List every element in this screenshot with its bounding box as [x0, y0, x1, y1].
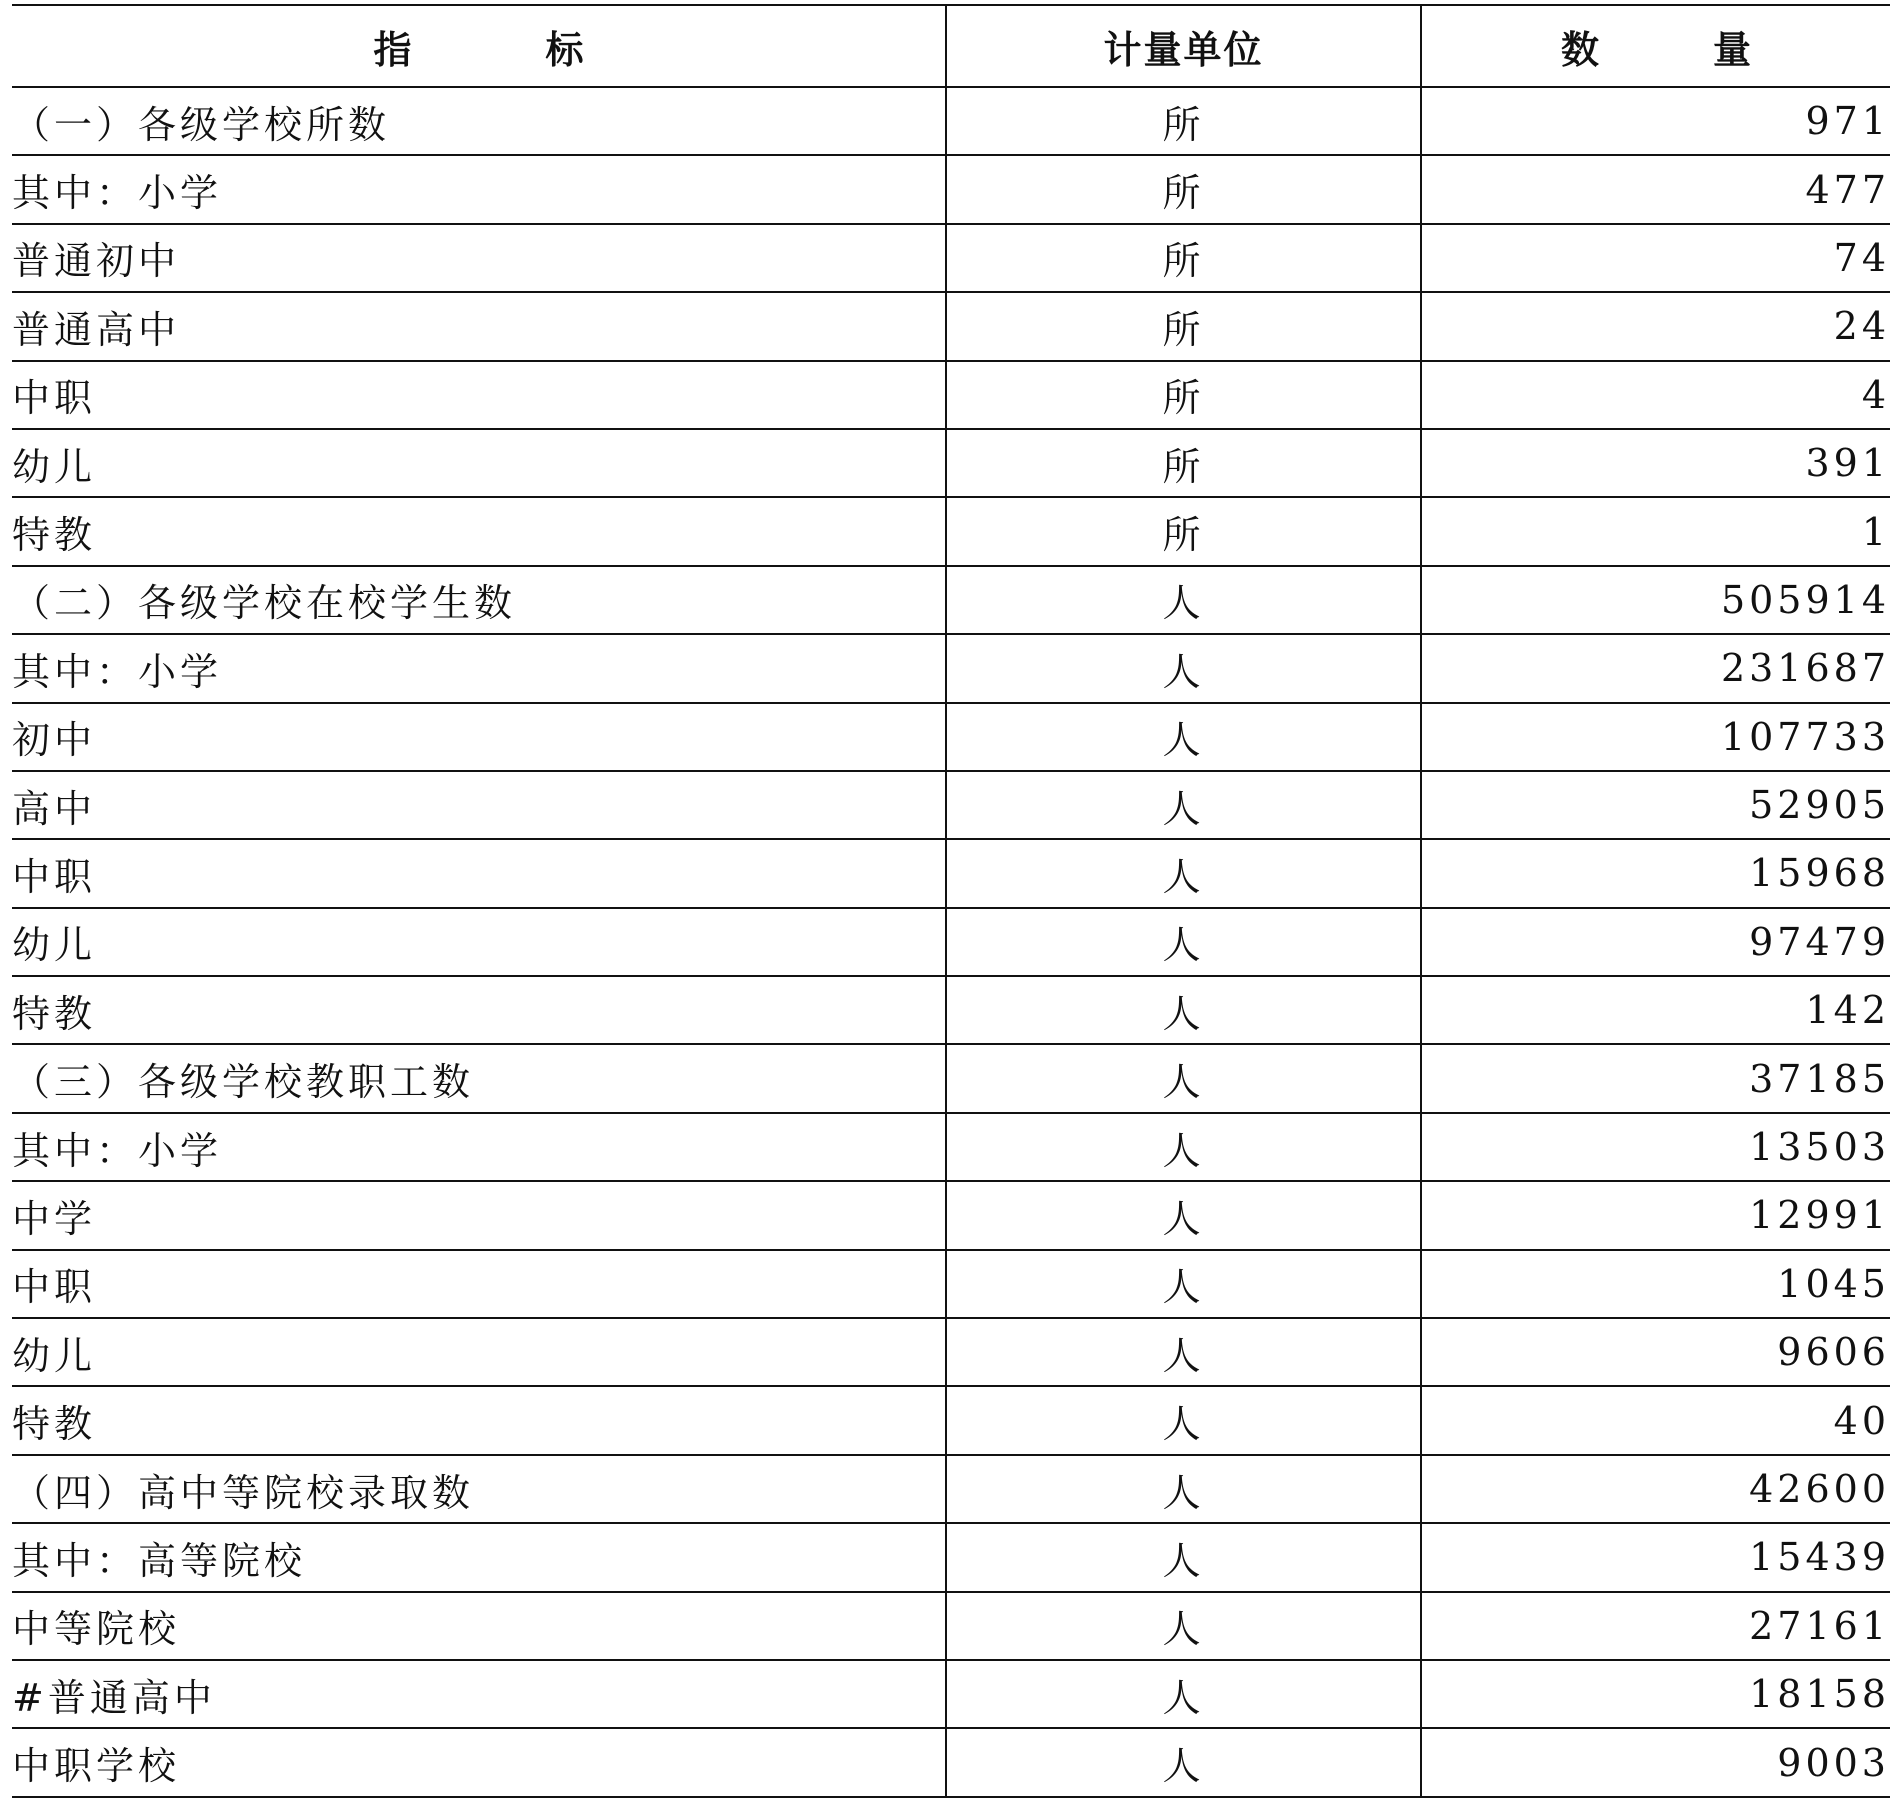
- table-row: [12, 1592, 1890, 1660]
- indicator-cell: 特教: [12, 497, 946, 565]
- table-row: [12, 87, 1890, 155]
- unit-cell: 人: [946, 1660, 1421, 1728]
- table-row: [12, 908, 1890, 976]
- quantity-cell: 971: [1421, 87, 1890, 155]
- indicator-cell: （一）各级学校所数: [12, 87, 946, 155]
- unit-cell: 人: [946, 703, 1421, 771]
- unit-cell: 人: [946, 771, 1421, 839]
- indicator-cell: 中职: [12, 361, 946, 429]
- unit-cell: 所: [946, 87, 1421, 155]
- indicator-cell: 特教: [12, 976, 946, 1044]
- indicator-cell: （四）高中等院校录取数: [12, 1455, 946, 1523]
- unit-cell: 人: [946, 1523, 1421, 1591]
- unit-cell: 人: [946, 566, 1421, 634]
- quantity-cell: 37185: [1421, 1044, 1890, 1112]
- quantity-cell: 40: [1421, 1386, 1890, 1454]
- table-row: [12, 1318, 1890, 1386]
- quantity-cell: 52905: [1421, 771, 1890, 839]
- table-row: [12, 361, 1890, 429]
- header-indicator: 指 标: [12, 5, 946, 87]
- quantity-cell: 27161: [1421, 1592, 1890, 1660]
- indicator-cell: 中学: [12, 1181, 946, 1249]
- quantity-cell: 4: [1421, 361, 1890, 429]
- indicator-cell: 中职: [12, 1250, 946, 1318]
- unit-cell: 所: [946, 429, 1421, 497]
- indicator-cell: 高中: [12, 771, 946, 839]
- quantity-cell: 9606: [1421, 1318, 1890, 1386]
- table-row: [12, 497, 1890, 565]
- unit-cell: 人: [946, 1044, 1421, 1112]
- table-row: [12, 1455, 1890, 1523]
- table-row: [12, 1728, 1890, 1796]
- indicator-cell: 中职: [12, 839, 946, 907]
- indicator-cell: （三）各级学校教职工数: [12, 1044, 946, 1112]
- quantity-cell: 107733: [1421, 703, 1890, 771]
- unit-cell: 所: [946, 361, 1421, 429]
- unit-cell: 人: [946, 976, 1421, 1044]
- unit-cell: 人: [946, 1113, 1421, 1181]
- education-statistics-table: [12, 4, 1890, 1798]
- quantity-cell: 18158: [1421, 1660, 1890, 1728]
- indicator-cell: 幼儿: [12, 429, 946, 497]
- indicator-cell: 普通初中: [12, 224, 946, 292]
- indicator-cell: 其中：高等院校: [12, 1523, 946, 1591]
- quantity-cell: 505914: [1421, 566, 1890, 634]
- table-row: [12, 771, 1890, 839]
- indicator-cell: 特教: [12, 1386, 946, 1454]
- quantity-cell: 74: [1421, 224, 1890, 292]
- table-row: [12, 155, 1890, 223]
- table-header-row: [12, 5, 1890, 87]
- indicator-cell: 其中：小学: [12, 634, 946, 702]
- indicator-cell: #普通高中: [12, 1660, 946, 1728]
- unit-cell: 所: [946, 224, 1421, 292]
- unit-cell: 人: [946, 1455, 1421, 1523]
- quantity-cell: 15439: [1421, 1523, 1890, 1591]
- unit-cell: 所: [946, 155, 1421, 223]
- header-quantity: 数 量: [1421, 5, 1890, 87]
- unit-cell: 人: [946, 1250, 1421, 1318]
- quantity-cell: 142: [1421, 976, 1890, 1044]
- quantity-cell: 477: [1421, 155, 1890, 223]
- quantity-cell: 1045: [1421, 1250, 1890, 1318]
- quantity-cell: 231687: [1421, 634, 1890, 702]
- table-row: [12, 1523, 1890, 1591]
- unit-cell: 所: [946, 292, 1421, 360]
- unit-cell: 人: [946, 908, 1421, 976]
- table-row: [12, 429, 1890, 497]
- table-row: [12, 1113, 1890, 1181]
- unit-cell: 人: [946, 1181, 1421, 1249]
- table-row: [12, 976, 1890, 1044]
- quantity-cell: 13503: [1421, 1113, 1890, 1181]
- unit-cell: 所: [946, 497, 1421, 565]
- indicator-cell: 普通高中: [12, 292, 946, 360]
- indicator-cell: 其中：小学: [12, 1113, 946, 1181]
- header-unit: 计量单位: [946, 5, 1421, 87]
- quantity-cell: 24: [1421, 292, 1890, 360]
- quantity-cell: 97479: [1421, 908, 1890, 976]
- indicator-cell: 初中: [12, 703, 946, 771]
- unit-cell: 人: [946, 634, 1421, 702]
- quantity-cell: 12991: [1421, 1181, 1890, 1249]
- table-row: [12, 566, 1890, 634]
- unit-cell: 人: [946, 839, 1421, 907]
- table-row: [12, 1181, 1890, 1249]
- table-row: [12, 1386, 1890, 1454]
- table-row: [12, 1044, 1890, 1112]
- table-row: [12, 1250, 1890, 1318]
- quantity-cell: 9003: [1421, 1728, 1890, 1796]
- unit-cell: 人: [946, 1728, 1421, 1796]
- table-row: [12, 703, 1890, 771]
- quantity-cell: 15968: [1421, 839, 1890, 907]
- unit-cell: 人: [946, 1592, 1421, 1660]
- indicator-cell: 幼儿: [12, 908, 946, 976]
- indicator-cell: 中等院校: [12, 1592, 946, 1660]
- unit-cell: 人: [946, 1386, 1421, 1454]
- indicator-cell: 幼儿: [12, 1318, 946, 1386]
- table-row: [12, 292, 1890, 360]
- quantity-cell: 391: [1421, 429, 1890, 497]
- table-row: [12, 634, 1890, 702]
- table-row: [12, 224, 1890, 292]
- indicator-cell: 其中：小学: [12, 155, 946, 223]
- indicator-cell: （二）各级学校在校学生数: [12, 566, 946, 634]
- indicator-cell: 中职学校: [12, 1728, 946, 1796]
- table-row: [12, 839, 1890, 907]
- quantity-cell: 1: [1421, 497, 1890, 565]
- table-row: [12, 1660, 1890, 1728]
- quantity-cell: 42600: [1421, 1455, 1890, 1523]
- unit-cell: 人: [946, 1318, 1421, 1386]
